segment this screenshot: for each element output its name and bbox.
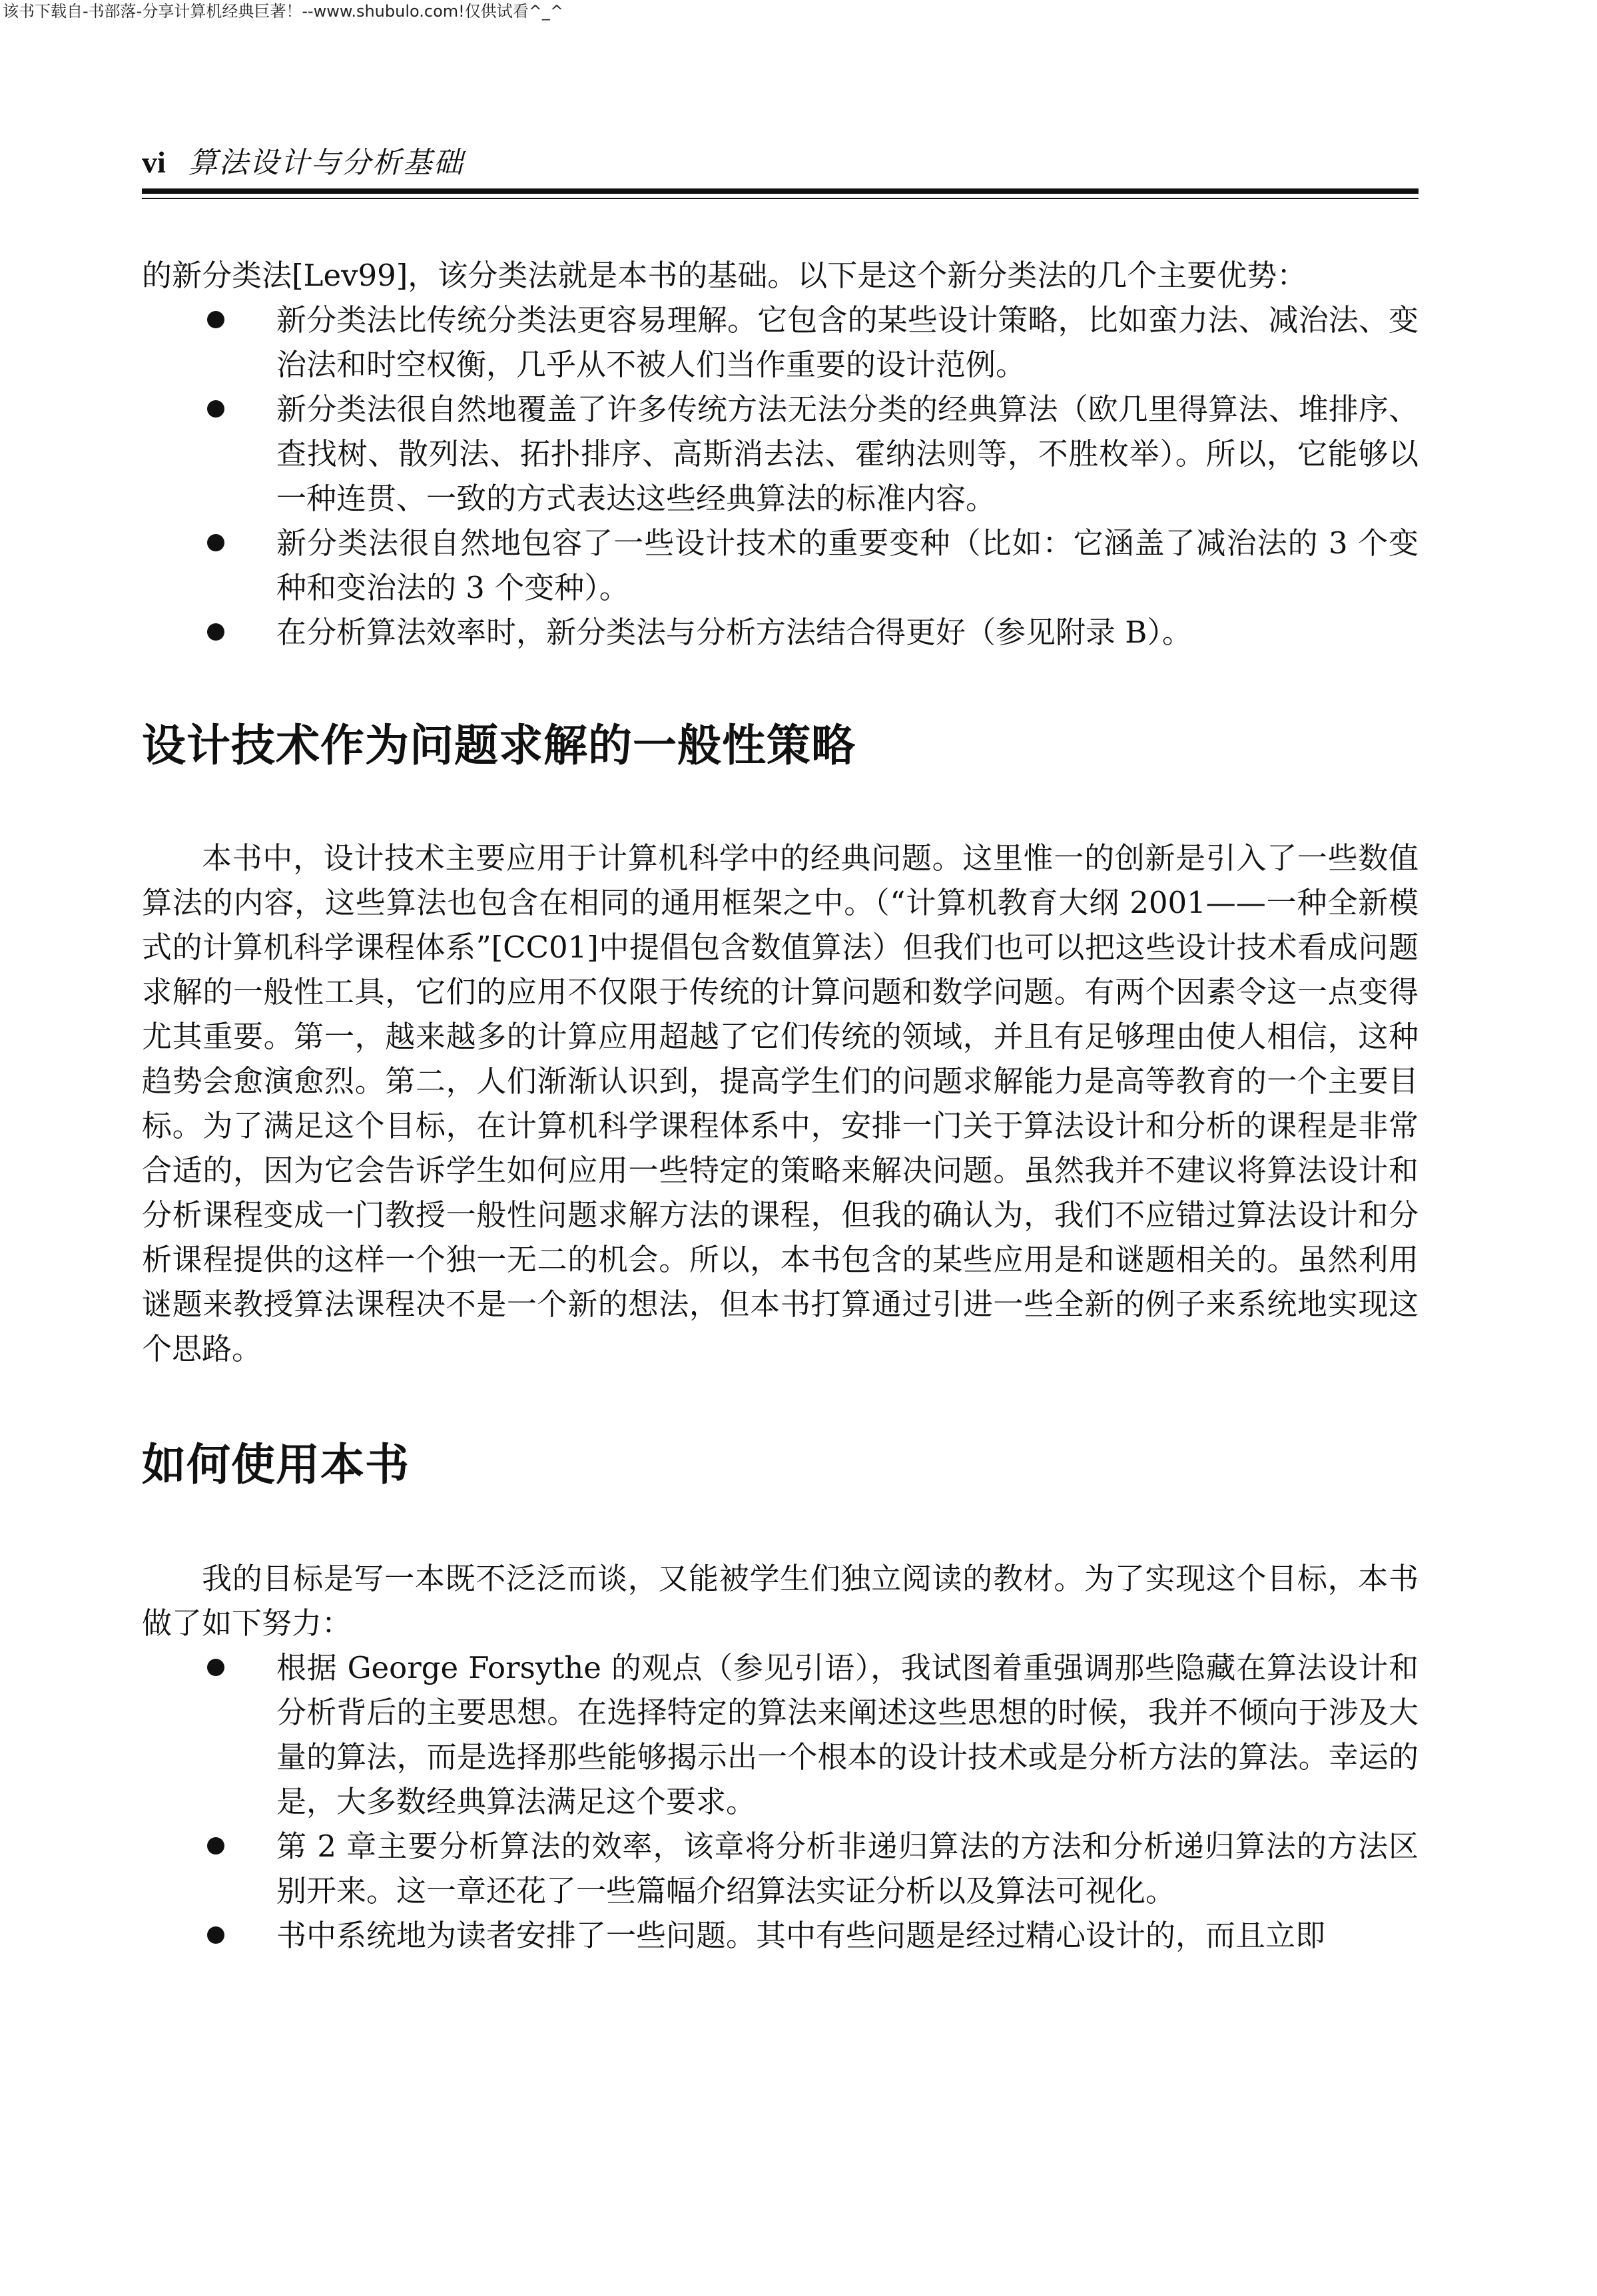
section-heading-design-techniques: 设计技术作为问题求解的一般性策略 <box>142 720 856 771</box>
section-paragraph-how-to-use: 我的目标是写一本既不泛泛而谈，又能被学生们独立阅读的教材。为了实现这个目标，本书做了如下努力： <box>142 1561 1419 1641</box>
list-item <box>142 387 1419 521</box>
bullet-icon <box>207 311 224 328</box>
running-head <box>142 139 464 178</box>
list-item-text: 新分类法比传统分类法更容易理解。它包含的某些设计策略，比如蛮力法、减治法、变治法和时空权衡，几乎从不被人们当作重要的设计范例。 <box>276 302 1419 382</box>
list-item <box>142 521 1419 610</box>
page-number: vi <box>142 145 166 179</box>
header-rule-thin <box>142 198 1419 199</box>
bullet-icon <box>207 534 224 551</box>
list-item-text: 书中系统地为读者安排了一些问题。其中有些问题是经过精心设计的，而且立即 <box>276 1918 1326 1953</box>
intro-paragraph: 的新分类法[Lev99]，该分类法就是本书的基础。以下是这个新分类法的几个主要优势： <box>142 258 1307 293</box>
list-item <box>142 298 1419 387</box>
bullet-icon <box>207 623 224 641</box>
bullet-icon <box>207 1926 224 1944</box>
list-item-text: 新分类法很自然地覆盖了许多传统方法无法分类的经典算法（欧几里得算法、堆排序、查找树、散列法、拓扑排序、高斯消去法、霍纳法则等，不胜枚举）。所以，它能够以一种连贯、一致的方式表达这些经典算法的标准内容。 <box>276 392 1419 516</box>
list-item <box>142 1913 1419 1958</box>
bullet-icon <box>207 1837 224 1855</box>
section-paragraph-design-techniques: 本书中，设计技术主要应用于计算机科学中的经典问题。这里惟一的创新是引入了一些数值算法的内容，这些算法也包含在相同的通用框架之中。（“计算机教育大纲 2001——一种全新模式的计算机科学课程体系”[CC01]中提倡包含数值算法）但我们也可以把这些设计技术看成问题求解的一般性工具，它们的应用不仅限于传统的计算问题和数学问题。有两个因素令这一点变得尤其重要。第一，越来越多的计算应用超越了它们传统的领域，并且有足够理由使人相信，这种趋势会愈演愈烈。第二，人们渐渐认识到，提高学生们的问题求解能力是高等教育的一个主要目标。为了满足这个目标，在计算机科学课程体系中，安排一门关于算法设计和分析的课程是非常合适的，因为它会告诉学生如何应用一些特定的策略来解决问题。虽然我并不建议将算法设计和分析课程变成一门教授一般性问题求解方法的课程，但我的确认为，我们不应错过算法设计和分析课程提供的这样一个独一无二的机会。所以，本书包含的某些应用是和谜题相关的。虽然利用谜题来教授算法课程决不是一个新的想法，但本书打算通过引进一些全新的例子来系统地实现这个思路。 <box>142 840 1419 1366</box>
bullet-icon <box>207 400 224 418</box>
list-item <box>142 1645 1419 1824</box>
book-title: 算法设计与分析基础 <box>188 146 464 180</box>
how-to-use-list <box>142 1645 1419 1958</box>
list-item-text: 新分类法很自然地包容了一些设计技术的重要变种（比如：它涵盖了减治法的 3 个变种和变治法的 3 个变种）。 <box>276 525 1419 605</box>
list-item-text: 根据 George Forsythe 的观点（参见引语），我试图着重强调那些隐藏在算法设计和分析背后的主要思想。在选择特定的算法来阐述这些思想的时候，我并不倾向于涉及大量的算法，而是选择那些能够揭示出一个根本的设计技术或是分析方法的算法。幸运的是，大多数经典算法满足这个要求。 <box>276 1650 1419 1819</box>
page-body <box>142 253 1419 1958</box>
advantages-list <box>142 298 1419 655</box>
watermark-text: 该书下载自-书部落-分享计算机经典巨著！--www.shubulo.com!仅供试看^_^ <box>3 2 563 21</box>
list-item-text: 在分析算法效率时，新分类法与分析方法结合得更好（参见附录 B）。 <box>276 615 1192 650</box>
section-heading-how-to-use: 如何使用本书 <box>142 1439 410 1490</box>
list-item <box>142 1824 1419 1913</box>
list-item-text: 第 2 章主要分析算法的效率，该章将分析非递归算法的方法和分析递归算法的方法区别开来。这一章还花了一些篇幅介绍算法实证分析以及算法可视化。 <box>276 1829 1419 1908</box>
header-rule-thick <box>142 188 1419 194</box>
bullet-icon <box>207 1659 224 1676</box>
list-item <box>142 610 1419 655</box>
